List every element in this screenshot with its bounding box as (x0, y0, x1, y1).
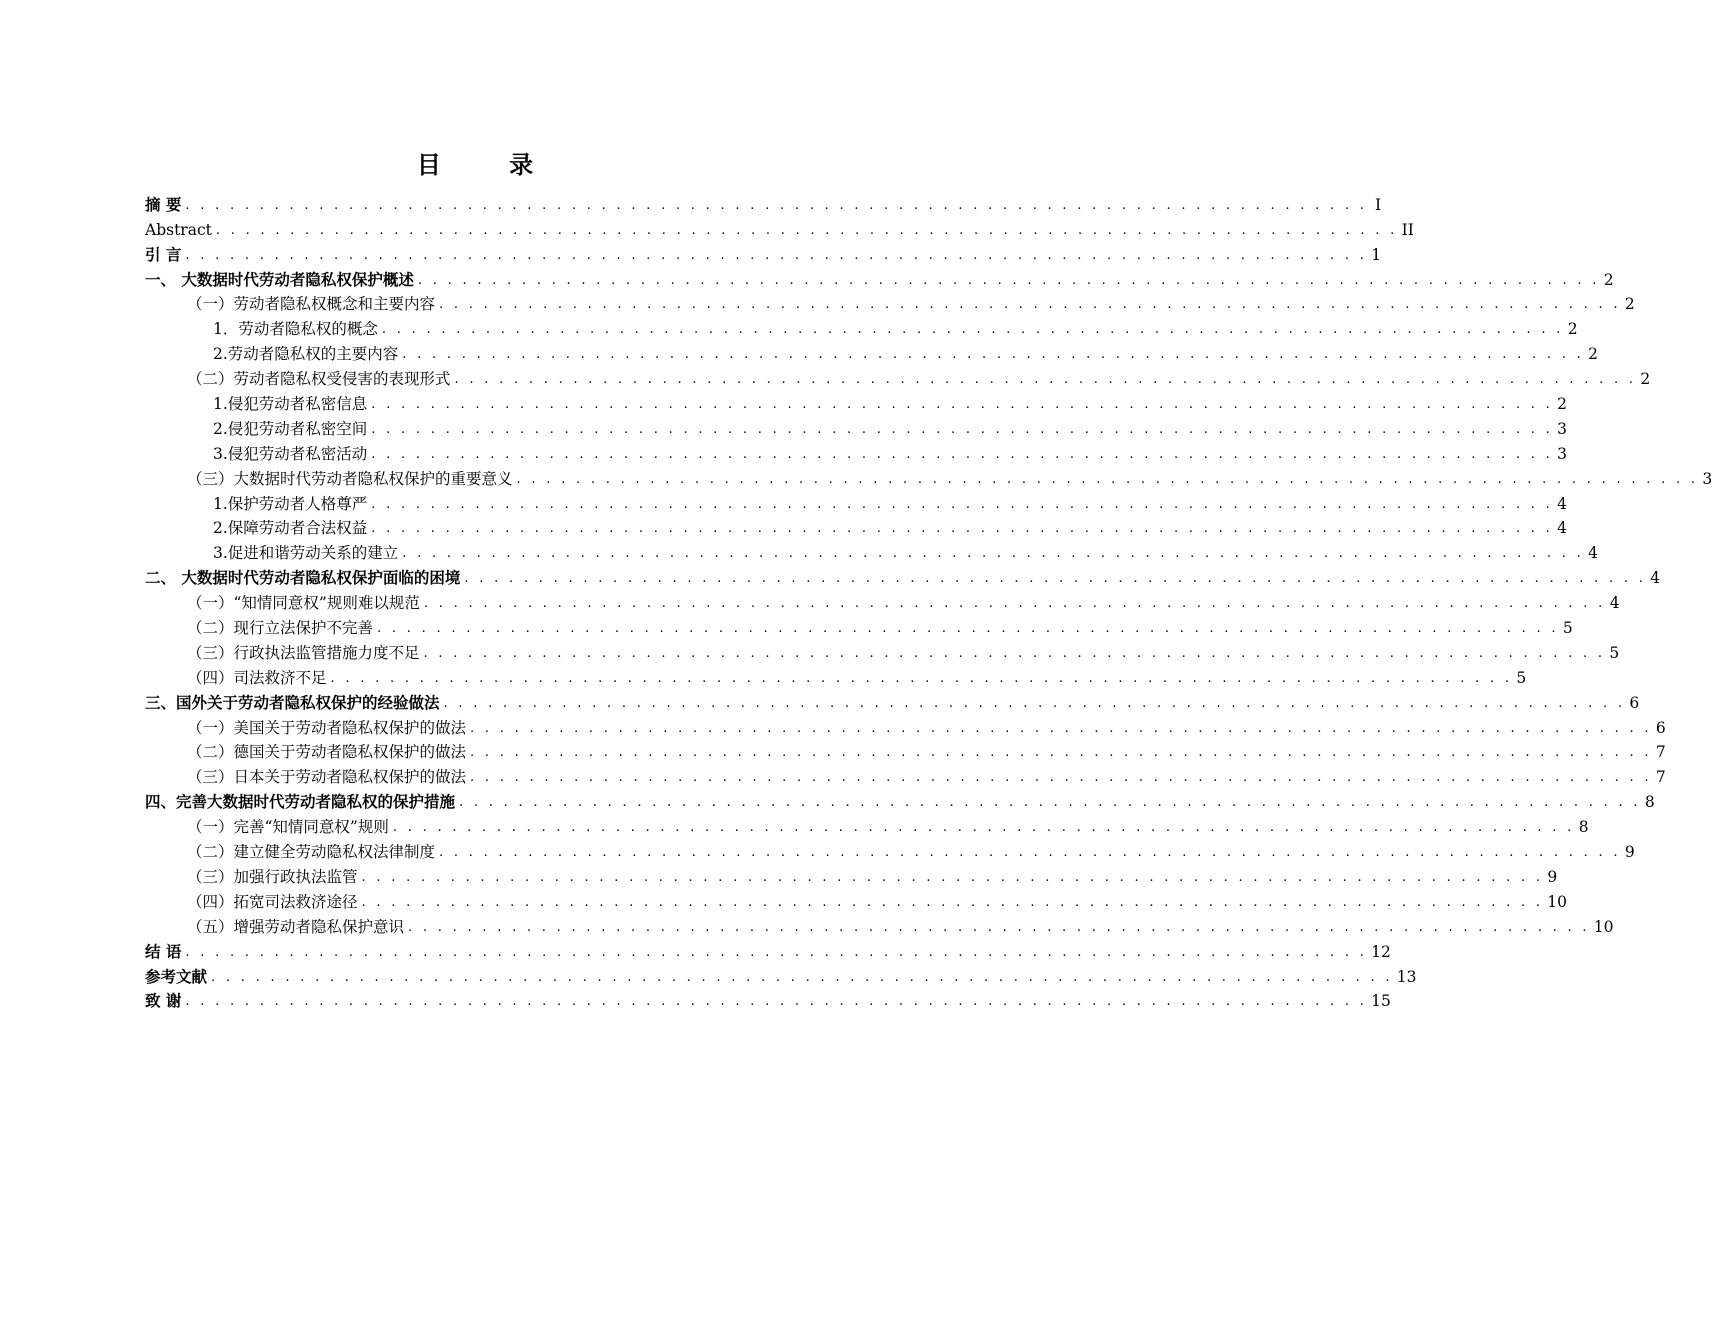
toc-dot-leader: . . . . . . . . . . . . . . . . . . . . . . . . . . . . . . . . . . . . . . . . . . . . . . . . . . . . . . . . . . . . . . . . . . . . . . . . . . . . . . . . (361, 894, 1544, 910)
toc-entry-title: （二）现行立法保护不完善 (187, 619, 374, 638)
toc-entry[interactable] (145, 937, 1391, 962)
toc-dot-leader: . . . . . . . . . . . . . . . . . . . . . . . . . . . . . . . . . . . . . . . . . . . . . . . . . . . . . . . . . . . . . . . . . . . . . . . . . . . . . . . . (371, 446, 1554, 462)
toc-entry[interactable] (145, 265, 1614, 290)
toc-entry-title: Abstract (145, 220, 212, 239)
toc-entry-page: 4 (1588, 544, 1599, 563)
toc-entry-title: 致 谢 (145, 992, 182, 1011)
toc-entry-page: 4 (1557, 494, 1568, 513)
toc-entry-title: 3.侵犯劳动者私密活动 (213, 444, 368, 463)
toc-entry-page: 7 (1655, 768, 1666, 787)
toc-entry-title: 引 言 (145, 245, 182, 264)
toc-entry-title: 1.侵犯劳动者私密信息 (213, 395, 368, 414)
toc-dot-leader: . . . . . . . . . . . . . . . . . . . . . . . . . . . . . . . . . . . . . . . . . . . . . . . . . . . . . . . . . . . . . . . . . . . . . . . . . . . . . . . . (381, 322, 1564, 338)
toc-entry[interactable] (145, 290, 1635, 315)
toc-entry-title: 参考文献 (145, 967, 208, 986)
toc-dot-leader: . . . . . . . . . . . . . . . . . . . . . . . . . . . . . . . . . . . . . . . . . . . . . . . . . . . . . . . . . . . . . . . . . . . . . . . . . . . . . . . . (185, 197, 1368, 213)
toc-entry[interactable] (145, 962, 1417, 987)
toc-entry[interactable] (145, 613, 1573, 638)
toc-entry-page: 5 (1516, 668, 1527, 687)
toc-dot-leader: . . . . . . . . . . . . . . . . . . . . . . . . . . . . . . . . . . . . . . . . . . . . . . . . . . . . . . . . . . . . . . . . . . . . . . . . . . . . . . . . (371, 496, 1554, 512)
toc-dot-leader: . . . . . . . . . . . . . . . . . . . . . . . . . . . . . . . . . . . . . . . . . . . . . . . . . . . . . . . . . . . . . . . . . . . . . . . . . . . . . . . . (459, 795, 1641, 811)
toc-entry[interactable] (145, 389, 1568, 414)
toc-entry-title: （一）美国关于劳动者隐私权保护的做法 (187, 718, 467, 737)
toc-entry-title: （三）大数据时代劳动者隐私权保护的重要意义 (187, 469, 513, 488)
toc-entry-page: 8 (1578, 818, 1589, 837)
toc-dot-leader: . . . . . . . . . . . . . . . . . . . . . . . . . . . . . . . . . . . . . . . . . . . . . . . . . . . . . . . . . . . . . . . . . . . . . . . . . . . . . . . . (423, 596, 1606, 612)
toc-entry-title: （一）劳动者隐私权概念和主要内容 (187, 295, 436, 314)
toc-dot-leader: . . . . . . . . . . . . . . . . . . . . . . . . . . . . . . . . . . . . . . . . . . . . . . . . . . . . . . . . . . . . . . . . . . . . . . . . . . . . . . . . (185, 247, 1368, 263)
toc-entry-page: II (1401, 220, 1414, 239)
toc-dot-leader: . . . . . . . . . . . . . . . . . . . . . . . . . . . . . . . . . . . . . . . . . . . . . . . . . . . . . . . . . . . . . . . . . . . . . . . . . . . . . . . . (402, 546, 1585, 562)
toc-entry-page: 10 (1547, 892, 1567, 911)
toc-entry-title: 一、 大数据时代劳动者隐私权保护概述 (145, 270, 414, 289)
toc-entry-title: （三）日本关于劳动者隐私权保护的做法 (187, 768, 467, 787)
toc-entry[interactable] (145, 489, 1568, 514)
toc-entry[interactable] (145, 812, 1589, 837)
table-of-contents (145, 190, 1712, 1011)
toc-entry[interactable] (145, 314, 1578, 339)
toc-entry[interactable] (145, 862, 1558, 887)
toc-entry-title: 三、国外关于劳动者隐私权保护的经验做法 (145, 693, 440, 712)
toc-entry-page: 6 (1655, 718, 1666, 737)
toc-dot-leader: . . . . . . . . . . . . . . . . . . . . . . . . . . . . . . . . . . . . . . . . . . . . . . . . . . . . . . . . . . . . . . . . . . . . . . . . . . . . . . . . (454, 372, 1637, 388)
toc-dot-leader: . . . . . . . . . . . . . . . . . . . . . . . . . . . . . . . . . . . . . . . . . . . . . . . . . . . . . . . . . . . . . . . . . . . . . . . . . . . . . . . . (408, 919, 1590, 935)
toc-entry[interactable] (145, 339, 1599, 364)
toc-dot-leader: . . . . . . . . . . . . . . . . . . . . . . . . . . . . . . . . . . . . . . . . . . . . . . . . . . . . . . . . . . . . . . . . . . . . . . . . . . . . . . . . (464, 571, 1647, 587)
toc-entry-page: 12 (1371, 942, 1391, 961)
toc-entry-title: 2.保障劳动者合法权益 (213, 519, 368, 538)
toc-dot-leader: . . . . . . . . . . . . . . . . . . . . . . . . . . . . . . . . . . . . . . . . . . . . . . . . . . . . . . . . . . . . . . . . . . . . . . . . . . . . . . . . (402, 347, 1585, 363)
toc-entry-page: 8 (1644, 793, 1655, 812)
toc-entry[interactable] (145, 514, 1568, 539)
toc-entry-page: I (1375, 195, 1382, 214)
toc-entry-page: 3 (1557, 419, 1568, 438)
toc-dot-leader: . . . . . . . . . . . . . . . . . . . . . . . . . . . . . . . . . . . . . . . . . . . . . . . . . . . . . . . . . . . . . . . . . . . . . . . . . . . . . . . . (439, 845, 1621, 861)
toc-dot-leader: . . . . . . . . . . . . . . . . . . . . . . . . . . . . . . . . . . . . . . . . . . . . . . . . . . . . . . . . . . . . . . . . . . . . . . . . . . . . . . . . (423, 645, 1606, 661)
toc-dot-leader: . . . . . . . . . . . . . . . . . . . . . . . . . . . . . . . . . . . . . . . . . . . . . . . . . . . . . . . . . . . . . . . . . . . . . . . . . . . . . . . . (417, 272, 1600, 288)
toc-entry-page: 9 (1547, 867, 1558, 886)
toc-dot-leader: . . . . . . . . . . . . . . . . . . . . . . . . . . . . . . . . . . . . . . . . . . . . . . . . . . . . . . . . . . . . . . . . . . . . . . . . . . . . . . . . (185, 994, 1368, 1010)
toc-entry-page: 4 (1650, 569, 1661, 588)
toc-entry-page: 3 (1557, 444, 1568, 463)
toc-entry-page: 10 (1593, 917, 1614, 936)
toc-entry-title: （二）德国关于劳动者隐私权保护的做法 (187, 743, 467, 762)
toc-entry-page: 3 (1702, 469, 1712, 488)
toc-dot-leader: . . . . . . . . . . . . . . . . . . . . . . . . . . . . . . . . . . . . . . . . . . . . . . . . . . . . . . . . . . . . . . . . . . . . . . . . . . . . . . . . (470, 720, 1652, 736)
toc-entry[interactable] (145, 439, 1568, 464)
toc-dot-leader: . . . . . . . . . . . . . . . . . . . . . . . . . . . . . . . . . . . . . . . . . . . . . . . . . . . . . . . . . . . . . . . . . . . . . . . . . . . . . . . . (516, 471, 1699, 487)
toc-entry-title: 二、 大数据时代劳动者隐私权保护面临的困境 (145, 569, 461, 588)
toc-entry[interactable] (145, 215, 1414, 240)
toc-entry-page: 2 (1640, 370, 1651, 389)
toc-entry-title: 摘 要 (145, 195, 182, 214)
toc-entry[interactable] (145, 364, 1651, 389)
toc-entry-title: 3.促进和谐劳动关系的建立 (213, 544, 399, 563)
toc-entry[interactable] (145, 837, 1635, 862)
toc-entry-page: 6 (1629, 693, 1640, 712)
toc-entry-title: 四、完善大数据时代劳动者隐私权的保护措施 (145, 793, 456, 812)
toc-dot-leader: . . . . . . . . . . . . . . . . . . . . . . . . . . . . . . . . . . . . . . . . . . . . . . . . . . . . . . . . . . . . . . . . . . . . . . . . . . . . . . . . (392, 820, 1575, 836)
toc-entry-page: 15 (1371, 992, 1391, 1011)
toc-entry-page: 13 (1396, 967, 1417, 986)
toc-entry-title: （四）拓宽司法救济途径 (187, 892, 358, 911)
toc-entry-page: 2 (1624, 295, 1635, 314)
toc-entry[interactable] (145, 663, 1527, 688)
toc-entry-page: 5 (1609, 643, 1620, 662)
toc-entry-page: 9 (1624, 843, 1635, 862)
toc-dot-leader: . . . . . . . . . . . . . . . . . . . . . . . . . . . . . . . . . . . . . . . . . . . . . . . . . . . . . . . . . . . . . . . . . . . . . . . . . . . . . . . . (185, 944, 1368, 960)
toc-entry-page: 1 (1371, 245, 1382, 264)
toc-entry-title: 2.劳动者隐私权的主要内容 (213, 345, 399, 364)
toc-entry[interactable] (145, 787, 1655, 812)
toc-dot-leader: . . . . . . . . . . . . . . . . . . . . . . . . . . . . . . . . . . . . . . . . . . . . . . . . . . . . . . . . . . . . . . . . . . . . . . . . . . . . . . . . (371, 421, 1554, 437)
toc-entry[interactable] (145, 588, 1620, 613)
toc-entry-page: 2 (1588, 345, 1599, 364)
toc-title: 目 录 (416, 151, 564, 179)
toc-entry-page: 2 (1603, 270, 1614, 289)
toc-entry[interactable] (145, 762, 1666, 787)
toc-dot-leader: . . . . . . . . . . . . . . . . . . . . . . . . . . . . . . . . . . . . . . . . . . . . . . . . . . . . . . . . . . . . . . . . . . . . . . . . . . . . . . . . (439, 297, 1621, 313)
toc-entry-title: （二）劳动者隐私权受侵害的表现形式 (187, 370, 451, 389)
toc-entry-page: 7 (1655, 743, 1666, 762)
toc-entry[interactable] (145, 638, 1620, 663)
toc-entry[interactable] (145, 912, 1614, 937)
toc-entry[interactable] (145, 563, 1661, 588)
toc-entry-title: （四）司法救济不足 (187, 668, 327, 687)
toc-entry-page: 2 (1567, 320, 1578, 339)
toc-entry-title: （一）“知情同意权”规则难以规范 (187, 594, 420, 613)
toc-entry-title: 2.侵犯劳动者私密空间 (213, 419, 368, 438)
toc-entry-page: 2 (1557, 395, 1568, 414)
toc-dot-leader: . . . . . . . . . . . . . . . . . . . . . . . . . . . . . . . . . . . . . . . . . . . . . . . . . . . . . . . . . . . . . . . . . . . . . . . . . . . . . . . . (371, 397, 1554, 413)
toc-entry[interactable] (145, 538, 1599, 563)
toc-entry[interactable] (145, 738, 1666, 763)
toc-entry-page: 5 (1562, 619, 1573, 638)
toc-entry-title: 1.保护劳动者人格尊严 (213, 494, 368, 513)
toc-entry[interactable] (145, 887, 1567, 912)
toc-entry-title: （一）完善“知情同意权”规则 (187, 818, 389, 837)
toc-entry[interactable] (145, 464, 1712, 489)
toc-entry[interactable] (145, 713, 1666, 738)
toc-dot-leader: . . . . . . . . . . . . . . . . . . . . . . . . . . . . . . . . . . . . . . . . . . . . . . . . . . . . . . . . . . . . . . . . . . . . . . . . . . . . . . . . (371, 521, 1554, 537)
toc-entry-title: 结 语 (145, 942, 182, 961)
toc-entry-title: （二）建立健全劳动隐私权法律制度 (187, 843, 436, 862)
toc-entry[interactable] (145, 240, 1382, 265)
toc-dot-leader: . . . . . . . . . . . . . . . . . . . . . . . . . . . . . . . . . . . . . . . . . . . . . . . . . . . . . . . . . . . . . . . . . . . . . . . . . . . . . . . . (470, 745, 1652, 761)
toc-dot-leader: . . . . . . . . . . . . . . . . . . . . . . . . . . . . . . . . . . . . . . . . . . . . . . . . . . . . . . . . . . . . . . . . . . . . . . . . . . . . . . . . (470, 770, 1652, 786)
toc-entry-page: 4 (1557, 519, 1568, 538)
toc-dot-leader: . . . . . . . . . . . . . . . . . . . . . . . . . . . . . . . . . . . . . . . . . . . . . . . . . . . . . . . . . . . . . . . . . . . . . . . . . . . . . . . . (215, 222, 1398, 238)
toc-entry-title: 1．劳动者隐私权的概念 (213, 320, 378, 339)
toc-dot-leader: . . . . . . . . . . . . . . . . . . . . . . . . . . . . . . . . . . . . . . . . . . . . . . . . . . . . . . . . . . . . . . . . . . . . . . . . . . . . . . . . (361, 869, 1544, 885)
toc-entry-title: （三）行政执法监管措施力度不足 (187, 643, 420, 662)
toc-entry[interactable] (145, 987, 1391, 1012)
toc-dot-leader: . . . . . . . . . . . . . . . . . . . . . . . . . . . . . . . . . . . . . . . . . . . . . . . . . . . . . . . . . . . . . . . . . . . . . . . . . . . . . . . . (443, 695, 1626, 711)
toc-dot-leader: . . . . . . . . . . . . . . . . . . . . . . . . . . . . . . . . . . . . . . . . . . . . . . . . . . . . . . . . . . . . . . . . . . . . . . . . . . . . . . . . (330, 670, 1513, 686)
toc-entry[interactable] (145, 190, 1382, 215)
toc-entry-title: （三）加强行政执法监管 (187, 867, 358, 886)
toc-dot-leader: . . . . . . . . . . . . . . . . . . . . . . . . . . . . . . . . . . . . . . . . . . . . . . . . . . . . . . . . . . . . . . . . . . . . . . . . . . . . . . . . (211, 969, 1393, 985)
toc-entry[interactable] (145, 688, 1640, 713)
toc-dot-leader: . . . . . . . . . . . . . . . . . . . . . . . . . . . . . . . . . . . . . . . . . . . . . . . . . . . . . . . . . . . . . . . . . . . . . . . . . . . . . . . . (377, 621, 1559, 637)
toc-entry[interactable] (145, 414, 1568, 439)
toc-entry-page: 4 (1609, 594, 1620, 613)
toc-entry-title: （五）增强劳动者隐私保护意识 (187, 917, 405, 936)
